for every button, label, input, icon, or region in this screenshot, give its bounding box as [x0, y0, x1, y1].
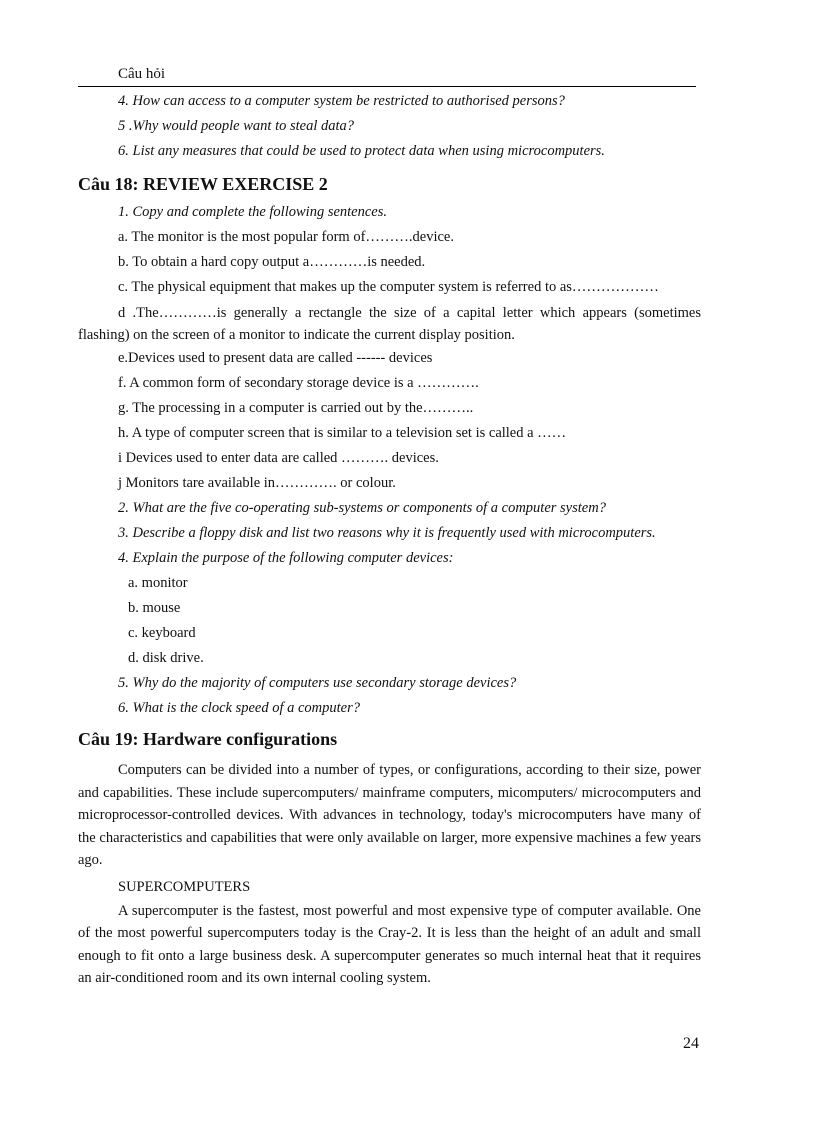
page-header: [78, 58, 696, 87]
question-3: 3. Describe a floppy disk and list two reasons why it is frequently used with microcomputers.: [118, 525, 656, 541]
exercise-instruction: 1. Copy and complete the following sentences.: [118, 204, 388, 220]
question-6: 6. What is the clock speed of a computer?: [118, 700, 361, 716]
device-item-keyboard: c. keyboard: [128, 625, 196, 641]
question-5: 5. Why do the majority of computers use secondary storage devices?: [118, 675, 517, 691]
device-item-monitor: a. monitor: [128, 575, 188, 591]
sentence-c: c. The physical equipment that makes up the computer system is referred to as………………: [118, 279, 659, 295]
sentence-g: g. The processing in a computer is carried out by the………..: [118, 400, 474, 416]
section-19-heading: Câu 19: Hardware configurations: [78, 729, 338, 749]
sentence-e: e.Devices used to present data are called ------ devices: [118, 350, 433, 366]
supercomputers-subheading: SUPERCOMPUTERS: [118, 878, 251, 895]
paragraph-supercomputers: A supercomputer is the fastest, most powerful and most expensive type of computer available. One of the most powerful supercomputers today is the Cray-2. It is less than the height of an adult and small enough to fit onto a large business desk. A supercomputer generates so much internal heat that it requires an air-conditioned room and its own internal cooling system.: [78, 902, 701, 986]
intro-question-5: 5 .Why would people want to steal data?: [118, 118, 355, 134]
section-18-heading: Câu 18: REVIEW EXERCISE 2: [78, 174, 328, 194]
question-2: 2. What are the five co-operating sub-systems or components of a computer system?: [118, 500, 606, 516]
device-item-mouse: b. mouse: [128, 600, 181, 616]
sentence-h: h. A type of computer screen that is similar to a television set is called a ……: [118, 425, 567, 441]
sentence-d: d .The…………is generally a rectangle the size of a capital letter which appears (sometimes flashing) on the screen of a monitor to indicate the current display position.: [78, 305, 701, 343]
sentence-i: i Devices used to enter data are called ………. devices.: [118, 450, 439, 466]
sentence-b: b. To obtain a hard copy output a…………is needed.: [118, 254, 426, 270]
page-number: 24: [683, 1035, 699, 1052]
paragraph-configurations: Computers can be divided into a number of types, or configurations, according to their size, power and capabilities. These include supercomputers/ mainframe computers, micomputers/ microcomputers and microprocessor-controlled devices. With advances in technology, today's microcomputers have many of the characteristics and capabilities that were only available on larger, more expensive machines a few years ago.: [78, 762, 701, 868]
intro-question-6: 6. List any measures that could be used to protect data when using microcomputers.: [118, 143, 605, 159]
question-4: 4. Explain the purpose of the following computer devices:: [118, 550, 454, 566]
header-title: Câu hỏi: [118, 66, 166, 82]
sentence-f: f. A common form of secondary storage device is a ………….: [118, 375, 479, 391]
sentence-j: j Monitors tare available in…………. or colour.: [118, 475, 396, 491]
page-content: [78, 89, 701, 990]
device-item-disk-drive: d. disk drive.: [128, 650, 204, 666]
sentence-a: a. The monitor is the most popular form of……….device.: [118, 229, 454, 245]
intro-question-4: 4. How can access to a computer system be restricted to authorised persons?: [118, 93, 565, 109]
